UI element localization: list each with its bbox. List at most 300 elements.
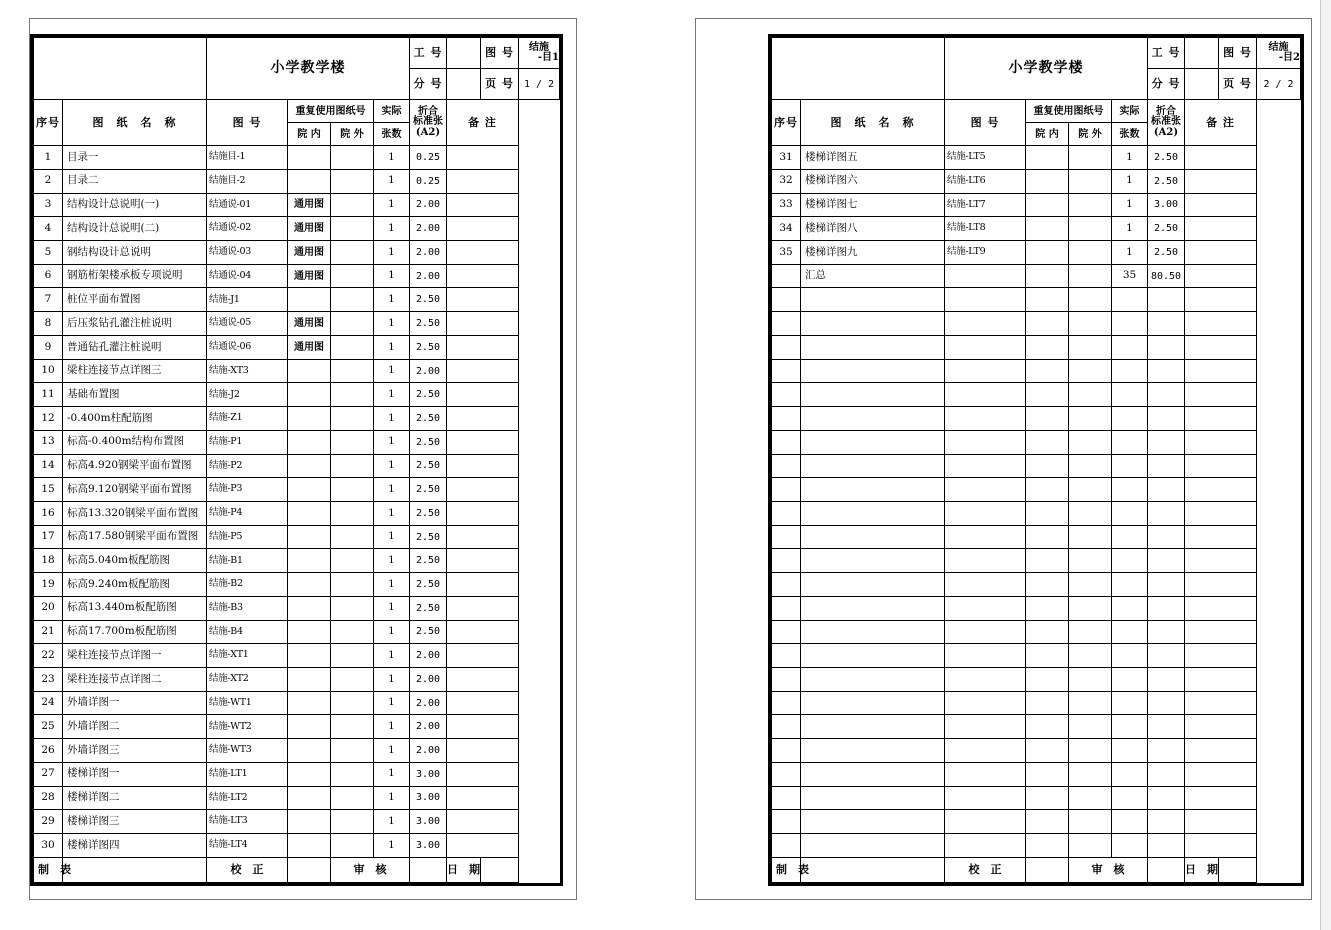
- table-row: [772, 739, 1301, 763]
- row-fig-no: 结施-J1: [207, 288, 288, 312]
- row-actual-count: 1: [374, 454, 410, 478]
- row-actual-count: [1112, 762, 1148, 786]
- row-seq: 21: [34, 620, 63, 644]
- row-in-yard: [1026, 430, 1069, 454]
- row-fig-no: 结施-P4: [207, 501, 288, 525]
- row-std-sheets: [1148, 715, 1185, 739]
- row-std-sheets: [1148, 525, 1185, 549]
- table-row: [772, 193, 1301, 217]
- table-row: [34, 644, 560, 668]
- row-drawing-name: [801, 810, 945, 834]
- row-seq: 19: [34, 573, 63, 597]
- table-row: [34, 525, 560, 549]
- row-fig-no: 结施-Z1: [207, 407, 288, 431]
- row-fig-no: 结施-LT1: [207, 762, 288, 786]
- row-out-yard: [1069, 312, 1112, 336]
- table-row: [772, 786, 1301, 810]
- row-actual-count: 1: [374, 525, 410, 549]
- row-remark: [1185, 383, 1257, 407]
- row-in-yard: [1026, 691, 1069, 715]
- row-std-sheets: 2.00: [410, 691, 447, 715]
- table-row: [34, 620, 560, 644]
- row-remark: [447, 834, 519, 858]
- row-in-yard: 通用图: [288, 217, 331, 241]
- row-std-sheets: 2.50: [410, 335, 447, 359]
- row-fig-no: 结施-LT6: [945, 169, 1026, 193]
- row-out-yard: [1069, 407, 1112, 431]
- row-drawing-name: [801, 739, 945, 763]
- check-label: 校 正: [207, 857, 288, 882]
- fig-no-header: 图 号: [945, 100, 1026, 146]
- row-in-yard: [288, 762, 331, 786]
- row-in-yard: [288, 691, 331, 715]
- std-sheet-header-3: (A2): [1153, 126, 1179, 138]
- row-out-yard: [1069, 454, 1112, 478]
- row-out-yard: [331, 146, 374, 170]
- row-out-yard: [1069, 596, 1112, 620]
- row-std-sheets: 3.00: [410, 810, 447, 834]
- table-row: [772, 620, 1301, 644]
- row-remark: [447, 501, 519, 525]
- row-std-sheets: [1148, 312, 1185, 336]
- row-std-sheets: 2.50: [410, 430, 447, 454]
- row-actual-count: 1: [374, 667, 410, 691]
- actual-count-header-1: 实际: [1112, 100, 1148, 123]
- page-no-value: 1 / 2: [519, 69, 560, 100]
- row-fig-no: 结施-P1: [207, 430, 288, 454]
- row-in-yard: 通用图: [288, 241, 331, 265]
- row-fig-no: 结施-P3: [207, 478, 288, 502]
- row-seq: 2: [34, 169, 63, 193]
- table-row: [772, 407, 1301, 431]
- project-title: 小学教学楼: [207, 38, 410, 100]
- row-out-yard: [1069, 810, 1112, 834]
- row-in-yard: [288, 549, 331, 573]
- row-in-yard: [1026, 169, 1069, 193]
- row-in-yard: [288, 501, 331, 525]
- row-actual-count: 1: [374, 715, 410, 739]
- row-remark: [1185, 739, 1257, 763]
- row-drawing-name: 楼梯详图七: [801, 193, 945, 217]
- table-row: [772, 146, 1301, 170]
- row-remark: [447, 146, 519, 170]
- row-seq: 7: [34, 288, 63, 312]
- row-std-sheets: 3.00: [1148, 193, 1185, 217]
- row-out-yard: [1069, 667, 1112, 691]
- row-out-yard: [331, 667, 374, 691]
- row-std-sheets: 2.50: [1148, 217, 1185, 241]
- row-drawing-name: [801, 762, 945, 786]
- table-row: [772, 501, 1301, 525]
- row-actual-count: 1: [374, 786, 410, 810]
- row-fig-no: [945, 312, 1026, 336]
- row-actual-count: 1: [374, 478, 410, 502]
- std-sheet-header-2: 标准张: [413, 116, 443, 128]
- row-actual-count: 1: [374, 739, 410, 763]
- table-row: [772, 762, 1301, 786]
- project-title: 小学教学楼: [945, 38, 1148, 100]
- seq-header: 序号: [34, 100, 63, 146]
- row-remark: [1185, 549, 1257, 573]
- row-drawing-name: 钢结构设计总说明: [63, 241, 207, 265]
- drawing-no-value: [1257, 38, 1301, 69]
- row-out-yard: [331, 691, 374, 715]
- row-out-yard: [1069, 644, 1112, 668]
- row-out-yard: [1069, 335, 1112, 359]
- table-row: [34, 573, 560, 597]
- std-sheet-header-1: 折合: [1156, 105, 1176, 117]
- row-out-yard: [331, 454, 374, 478]
- row-out-yard: [1069, 573, 1112, 597]
- row-drawing-name: 梁柱连接节点详图三: [63, 359, 207, 383]
- row-actual-count: [1112, 834, 1148, 858]
- row-drawing-name: 基础布置图: [63, 383, 207, 407]
- row-seq: 3: [34, 193, 63, 217]
- row-std-sheets: 2.50: [410, 288, 447, 312]
- row-out-yard: [331, 834, 374, 858]
- row-fig-no: 结施目-2: [207, 169, 288, 193]
- row-std-sheets: [1148, 573, 1185, 597]
- drawing-no-value-1: 结施: [529, 41, 549, 53]
- row-actual-count: [1112, 739, 1148, 763]
- row-std-sheets: 2.50: [410, 383, 447, 407]
- row-in-yard: [288, 786, 331, 810]
- row-fig-no: [945, 525, 1026, 549]
- row-seq: 17: [34, 525, 63, 549]
- table-row: [34, 241, 560, 265]
- title-blank: [772, 38, 945, 100]
- row-actual-count: 1: [374, 762, 410, 786]
- row-in-yard: [1026, 739, 1069, 763]
- row-std-sheets: [1148, 549, 1185, 573]
- row-out-yard: [331, 288, 374, 312]
- row-out-yard: [331, 644, 374, 668]
- row-actual-count: [1112, 335, 1148, 359]
- row-drawing-name: 目录二: [63, 169, 207, 193]
- row-drawing-name: [801, 620, 945, 644]
- row-std-sheets: [1148, 786, 1185, 810]
- row-std-sheets: 2.50: [410, 549, 447, 573]
- row-remark: [1185, 620, 1257, 644]
- job-no-label: 工 号: [410, 38, 447, 69]
- row-drawing-name: 梁柱连接节点详图一: [63, 644, 207, 668]
- row-std-sheets: 3.00: [410, 762, 447, 786]
- check-value: [1026, 857, 1069, 882]
- table-row: [772, 335, 1301, 359]
- row-seq: 33: [772, 193, 801, 217]
- row-drawing-name: [801, 312, 945, 336]
- row-remark: [1185, 454, 1257, 478]
- std-sheet-header-3: (A2): [415, 126, 441, 138]
- row-std-sheets: [1148, 644, 1185, 668]
- row-drawing-name: [801, 501, 945, 525]
- row-out-yard: [331, 715, 374, 739]
- table-row: [34, 739, 560, 763]
- row-std-sheets: 2.00: [410, 264, 447, 288]
- row-drawing-name: 标高9.120钢梁平面布置图: [63, 478, 207, 502]
- row-std-sheets: 2.50: [410, 573, 447, 597]
- row-std-sheets: [1148, 834, 1185, 858]
- table-row: [772, 715, 1301, 739]
- table-row: [34, 834, 560, 858]
- row-drawing-name: [801, 288, 945, 312]
- row-actual-count: [1112, 359, 1148, 383]
- row-fig-no: 结施-LT8: [945, 217, 1026, 241]
- row-drawing-name: [801, 478, 945, 502]
- row-seq: [772, 549, 801, 573]
- row-out-yard: [331, 810, 374, 834]
- row-seq: 24: [34, 691, 63, 715]
- row-std-sheets: [1148, 288, 1185, 312]
- table-row: [34, 715, 560, 739]
- drawing-no-label: 图 号: [1219, 38, 1257, 69]
- row-remark: [447, 335, 519, 359]
- row-remark: [1185, 834, 1257, 858]
- sub-no-label: 分 号: [410, 69, 447, 100]
- row-seq: [772, 691, 801, 715]
- out-yard-header: 院 外: [331, 123, 374, 146]
- remark-header: 备 注: [1185, 100, 1257, 146]
- row-seq: 14: [34, 454, 63, 478]
- table-row: [772, 217, 1301, 241]
- row-actual-count: [1112, 715, 1148, 739]
- row-seq: 27: [34, 762, 63, 786]
- row-remark: [447, 549, 519, 573]
- row-std-sheets: [1148, 810, 1185, 834]
- row-std-sheets: [1148, 739, 1185, 763]
- row-drawing-name: 外墙详图二: [63, 715, 207, 739]
- table-row: [34, 217, 560, 241]
- row-out-yard: [1069, 786, 1112, 810]
- row-std-sheets: 2.00: [410, 217, 447, 241]
- row-remark: [447, 762, 519, 786]
- row-seq: [772, 335, 801, 359]
- row-drawing-name: -0.400m柱配筋图: [63, 407, 207, 431]
- row-in-yard: [1026, 596, 1069, 620]
- row-seq: 6: [34, 264, 63, 288]
- row-std-sheets: [1148, 620, 1185, 644]
- row-fig-no: 结通说-03: [207, 241, 288, 265]
- row-out-yard: [1069, 193, 1112, 217]
- row-in-yard: [1026, 715, 1069, 739]
- row-fig-no: [945, 762, 1026, 786]
- row-actual-count: 1: [1112, 193, 1148, 217]
- row-fig-no: 结施-XT1: [207, 644, 288, 668]
- row-remark: [447, 383, 519, 407]
- row-actual-count: [1112, 454, 1148, 478]
- row-remark: [447, 217, 519, 241]
- row-in-yard: [288, 667, 331, 691]
- row-std-sheets: 3.00: [410, 786, 447, 810]
- row-fig-no: [945, 288, 1026, 312]
- row-remark: [447, 407, 519, 431]
- row-actual-count: [1112, 573, 1148, 597]
- row-remark: [1185, 596, 1257, 620]
- row-fig-no: 结施-LT9: [945, 241, 1026, 265]
- row-seq: [772, 430, 801, 454]
- row-drawing-name: 标高17.700m板配筋图: [63, 620, 207, 644]
- row-in-yard: [1026, 620, 1069, 644]
- row-out-yard: [331, 430, 374, 454]
- row-remark: [1185, 478, 1257, 502]
- row-drawing-name: 标高13.440m板配筋图: [63, 596, 207, 620]
- row-seq: 26: [34, 739, 63, 763]
- row-in-yard: [288, 430, 331, 454]
- check-value: [288, 857, 331, 882]
- row-std-sheets: 2.50: [410, 407, 447, 431]
- table-row: [772, 454, 1301, 478]
- row-in-yard: [288, 739, 331, 763]
- row-std-sheets: 2.50: [410, 596, 447, 620]
- row-drawing-name: 标高4.920钢梁平面布置图: [63, 454, 207, 478]
- row-in-yard: [288, 146, 331, 170]
- row-drawing-name: 结构设计总说明(二): [63, 217, 207, 241]
- table-row: [34, 383, 560, 407]
- row-seq: 12: [34, 407, 63, 431]
- remark-header: 备 注: [447, 100, 519, 146]
- row-std-sheets: 2.00: [410, 739, 447, 763]
- row-actual-count: [1112, 620, 1148, 644]
- row-fig-no: 结施-WT1: [207, 691, 288, 715]
- row-drawing-name: 楼梯详图五: [801, 146, 945, 170]
- row-drawing-name: 结构设计总说明(一): [63, 193, 207, 217]
- row-seq: [772, 667, 801, 691]
- row-remark: [1185, 762, 1257, 786]
- row-in-yard: [1026, 383, 1069, 407]
- row-fig-no: 结通说-01: [207, 193, 288, 217]
- std-sheet-header: [410, 100, 447, 146]
- row-actual-count: [1112, 525, 1148, 549]
- row-out-yard: [1069, 501, 1112, 525]
- row-fig-no: [945, 739, 1026, 763]
- table-row: [772, 312, 1301, 336]
- row-drawing-name: [801, 525, 945, 549]
- row-fig-no: 结通说-06: [207, 335, 288, 359]
- sub-no-value: [1185, 69, 1219, 100]
- viewport-scrollbar[interactable]: [1320, 0, 1331, 930]
- row-drawing-name: 钢筋桁架楼承板专项说明: [63, 264, 207, 288]
- table-row: [772, 525, 1301, 549]
- row-fig-no: 结施-J2: [207, 383, 288, 407]
- row-fig-no: [945, 407, 1026, 431]
- row-drawing-name: [801, 430, 945, 454]
- page-no-value: 2 / 2: [1257, 69, 1301, 100]
- table-row: [772, 478, 1301, 502]
- row-in-yard: [288, 288, 331, 312]
- row-out-yard: [1069, 264, 1112, 288]
- row-fig-no: 结施-XT2: [207, 667, 288, 691]
- row-in-yard: [288, 383, 331, 407]
- review-value: [410, 857, 447, 882]
- row-in-yard: [288, 525, 331, 549]
- row-remark: [447, 715, 519, 739]
- row-actual-count: 35: [1112, 264, 1148, 288]
- row-seq: 31: [772, 146, 801, 170]
- row-seq: 23: [34, 667, 63, 691]
- catalog-table: [771, 37, 1301, 883]
- row-remark: [447, 739, 519, 763]
- row-seq: [772, 525, 801, 549]
- row-remark: [447, 810, 519, 834]
- row-drawing-name: 楼梯详图二: [63, 786, 207, 810]
- drawing-name-header: 图 纸 名 称: [63, 100, 207, 146]
- row-fig-no: [945, 359, 1026, 383]
- row-remark: [1185, 146, 1257, 170]
- row-out-yard: [331, 264, 374, 288]
- catalog-sheet-2: [695, 18, 1312, 900]
- row-out-yard: [331, 359, 374, 383]
- row-remark: [1185, 715, 1257, 739]
- row-in-yard: [1026, 312, 1069, 336]
- row-drawing-name: 楼梯详图一: [63, 762, 207, 786]
- row-std-sheets: 2.00: [410, 667, 447, 691]
- row-seq: 15: [34, 478, 63, 502]
- table-row: [772, 264, 1301, 288]
- row-remark: [1185, 501, 1257, 525]
- row-in-yard: [1026, 478, 1069, 502]
- row-fig-no: 结施-LT7: [945, 193, 1026, 217]
- row-out-yard: [1069, 834, 1112, 858]
- fig-no-header: 图 号: [207, 100, 288, 146]
- row-in-yard: [1026, 359, 1069, 383]
- row-out-yard: [1069, 620, 1112, 644]
- row-out-yard: [331, 549, 374, 573]
- table-row: [34, 501, 560, 525]
- row-fig-no: [945, 573, 1026, 597]
- table-row: [34, 288, 560, 312]
- row-remark: [1185, 644, 1257, 668]
- row-actual-count: 1: [1112, 241, 1148, 265]
- row-actual-count: 1: [374, 288, 410, 312]
- actual-count-header-1: 实际: [374, 100, 410, 123]
- row-fig-no: [945, 454, 1026, 478]
- row-actual-count: 1: [374, 193, 410, 217]
- row-remark: [1185, 312, 1257, 336]
- row-in-yard: [288, 169, 331, 193]
- row-seq: [772, 407, 801, 431]
- row-in-yard: [288, 573, 331, 597]
- row-drawing-name: 后压浆钻孔灌注桩说明: [63, 312, 207, 336]
- row-in-yard: [1026, 762, 1069, 786]
- row-remark: [1185, 241, 1257, 265]
- row-seq: [772, 596, 801, 620]
- table-row: [772, 573, 1301, 597]
- row-remark: [1185, 193, 1257, 217]
- row-fig-no: 结施-P2: [207, 454, 288, 478]
- row-remark: [1185, 430, 1257, 454]
- row-out-yard: [1069, 430, 1112, 454]
- row-fig-no: 结施-B1: [207, 549, 288, 573]
- row-fig-no: 结施-LT2: [207, 786, 288, 810]
- table-row: [772, 288, 1301, 312]
- row-out-yard: [1069, 762, 1112, 786]
- row-drawing-name: 楼梯详图四: [63, 834, 207, 858]
- row-fig-no: 结施-LT3: [207, 810, 288, 834]
- row-seq: 25: [34, 715, 63, 739]
- row-out-yard: [331, 501, 374, 525]
- row-in-yard: [1026, 335, 1069, 359]
- row-fig-no: [945, 430, 1026, 454]
- row-actual-count: [1112, 596, 1148, 620]
- row-in-yard: [288, 620, 331, 644]
- row-actual-count: [1112, 383, 1148, 407]
- row-actual-count: 1: [374, 359, 410, 383]
- row-remark: [447, 691, 519, 715]
- page-no-label: 页 号: [1219, 69, 1257, 100]
- row-std-sheets: 2.50: [410, 620, 447, 644]
- row-in-yard: 通用图: [288, 193, 331, 217]
- row-drawing-name: 汇总: [801, 264, 945, 288]
